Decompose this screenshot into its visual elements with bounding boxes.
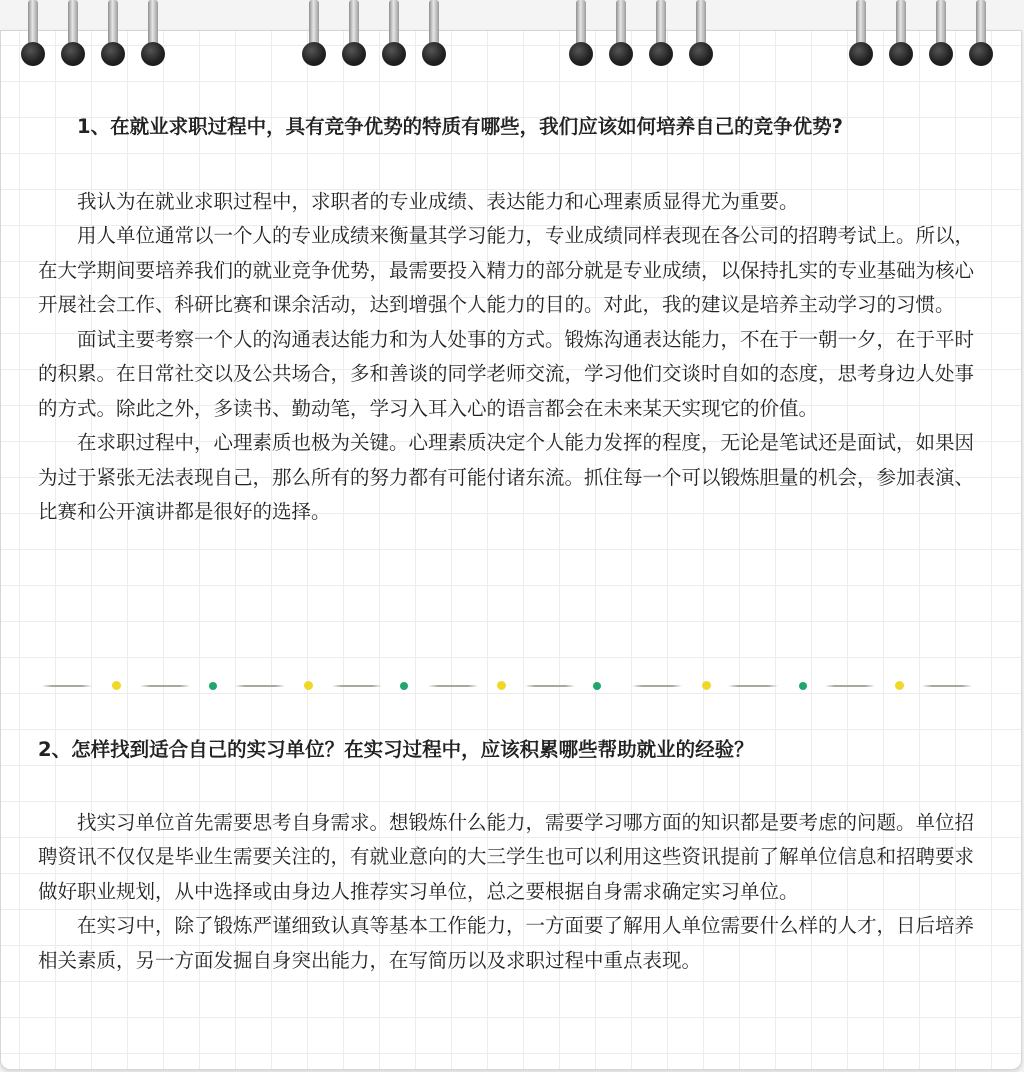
- binder-ring: [302, 0, 326, 70]
- binder-ring: [609, 0, 633, 70]
- binder-ring: [61, 0, 85, 70]
- decorative-dotted-divider: [42, 676, 977, 696]
- article-body: [38, 110, 980, 530]
- binder-ring: [969, 0, 993, 70]
- binder-ring: [342, 0, 366, 70]
- answer-1-paragraph: 用人单位通常以一个人的专业成绩来衡量其学习能力，专业成绩同样表现在各公司的招聘考试上。所以，在大学期间要培养我们的就业竞争优势，最需要投入精力的部分就是专业成绩，以保持扎实的专业基础为核心开展社会工作、科研比赛和课余活动，达到增强个人能力的目的。对此，我的建议是培养主动学习的习惯。: [38, 224, 975, 316]
- binder-ring: [101, 0, 125, 70]
- binder-ring: [849, 0, 873, 70]
- answer-1-paragraph: 在求职过程中，心理素质也极为关键。心理素质决定个人能力发挥的程度，无论是笔试还是面试，如果因为过于紧张无法表现自己，那么所有的努力都有可能付诸东流。抓住每一个可以锻炼胆量的机会，参加表演、比赛和公开演讲都是很好的选择。: [38, 431, 975, 523]
- answer-2-paragraph: 找实习单位首先需要思考自身需求。想锻炼什么能力，需要学习哪方面的知识都是要考虑的问题。单位招聘资讯不仅仅是毕业生需要关注的，有就业意向的大三学生也可以利用这些资讯提前了解单位信息和招聘要求做好职业规划，从中选择或由身边人推荐实习单位，总之要根据自身需求确定实习单位。: [38, 810, 975, 903]
- answer-1-paragraph: 面试主要考察一个人的沟通表达能力和为人处事的方式。锻炼沟通表达能力，不在于一朝一夕，在于平时的积累。在日常社交以及公共场合，多和善谈的同学老师交流，学习他们交谈时自如的态度，思考身边人处事的方式。除此之外，多读书、勤动笔，学习入耳入心的语言都会在未来某天实现它的价值。: [38, 327, 975, 420]
- binder-ring: [689, 0, 713, 70]
- answer-1-paragraph: 我认为在就业求职过程中，求职者的专业成绩、表达能力和心理素质显得尤为重要。: [77, 189, 799, 213]
- spiral-binding: [0, 0, 1024, 72]
- binder-ring: [422, 0, 446, 70]
- article-body-2: [38, 733, 980, 978]
- question-2-heading: 2、怎样找到适合自己的实习单位？在实习过程中，应该积累哪些帮助就业的经验？: [38, 738, 754, 761]
- binder-ring: [569, 0, 593, 70]
- answer-2-paragraph: 在实习中，除了锻炼严谨细致认真等基本工作能力，一方面要了解用人单位需要什么样的人才，日后培养相关素质，另一方面发掘自身突出能力，在写简历以及求职过程中重点表现。: [38, 914, 975, 972]
- question-1-heading: 1、在就业求职过程中，具有竞争优势的特质有哪些，我们应该如何培养自己的竞争优势?: [77, 115, 843, 138]
- binder-ring: [141, 0, 165, 70]
- binder-ring: [929, 0, 953, 70]
- binder-ring: [21, 0, 45, 70]
- binder-ring: [649, 0, 673, 70]
- binder-ring: [382, 0, 406, 70]
- binder-ring: [889, 0, 913, 70]
